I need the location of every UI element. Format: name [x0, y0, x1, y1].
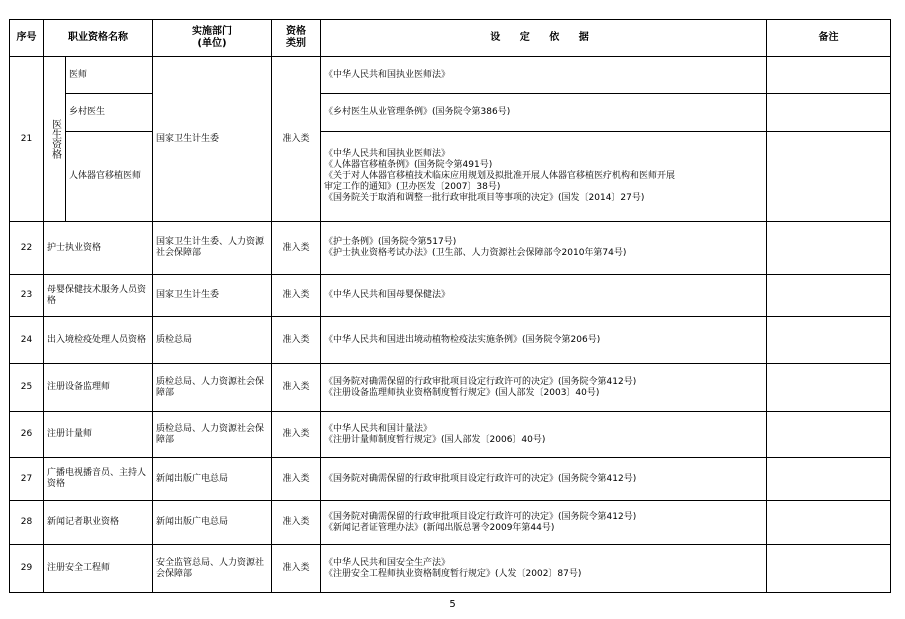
basis-line: 《中华人民共和国计量法》	[324, 423, 433, 434]
name-cell: 医师	[66, 57, 153, 94]
remark-cell	[767, 412, 891, 458]
table-row-24	[10, 317, 891, 364]
basis-cell	[321, 545, 767, 593]
seq-cell: 22	[10, 222, 44, 275]
name-cell: 出入境检疫处理人员资格	[44, 317, 153, 364]
basis-line: 《关于对人体器官移植技术临床应用规划及拟批准开展人体器官移植医疗机构和医师开展	[324, 171, 676, 181]
dept-cell: 质检总局、人力资源社会保障部	[153, 412, 272, 458]
table-row-26	[10, 412, 891, 458]
basis-cell	[321, 57, 767, 94]
basis-line: 《注册计量师制度暂行规定》(国人部发〔2006〕40号)	[324, 434, 546, 445]
header-basis-text: 设 定 依 据	[490, 32, 597, 43]
name-cell: 广播电视播音员、主持人资格	[44, 458, 153, 501]
header-dept	[153, 20, 272, 57]
remark-cell	[767, 132, 891, 222]
seq-cell: 24	[10, 317, 44, 364]
remark-cell	[767, 364, 891, 412]
table-row-21a	[10, 57, 891, 94]
table-row-27	[10, 458, 891, 501]
header-basis	[321, 20, 767, 57]
dept-cell: 质检总局、人力资源社会保障部	[153, 364, 272, 412]
seq-cell: 21	[10, 57, 44, 222]
header-dept-line2: (单位)	[197, 38, 227, 49]
table-row-22	[10, 222, 891, 275]
type-cell: 准入类	[272, 458, 321, 501]
dept-cell: 安全监管总局、人力资源社会保障部	[153, 545, 272, 593]
basis-line: 《中华人民共和国执业医师法》	[324, 69, 451, 80]
name-cell: 乡村医生	[66, 94, 153, 132]
basis-cell	[321, 275, 767, 317]
remark-cell	[767, 501, 891, 545]
basis-cell	[321, 412, 767, 458]
basis-line: 《护士条例》(国务院令第517号)	[324, 237, 457, 247]
dept-cell: 新闻出版广电总局	[153, 501, 272, 545]
type-cell: 准入类	[272, 364, 321, 412]
category-text: 医生资格	[49, 119, 61, 159]
name-cell: 注册计量师	[44, 412, 153, 458]
basis-cell	[321, 317, 767, 364]
dept-cell: 国家卫生计生委	[153, 57, 272, 222]
header-type	[272, 20, 321, 57]
type-cell: 准入类	[272, 501, 321, 545]
seq-cell: 28	[10, 501, 44, 545]
basis-line: 《中华人民共和国安全生产法》	[324, 557, 451, 568]
table-row-28	[10, 501, 891, 545]
seq-cell: 29	[10, 545, 44, 593]
basis-line: 《国务院对确需保留的行政审批项目设定行政许可的决定》(国务院令第412号)	[324, 473, 637, 484]
dept-cell: 国家卫生计生委	[153, 275, 272, 317]
basis-line: 《新闻记者证管理办法》(新闻出版总署令2009年第44号)	[324, 522, 555, 533]
basis-line: 《国务院对确需保留的行政审批项目设定行政许可的决定》(国务院令第412号)	[324, 511, 637, 522]
header-row	[10, 20, 891, 57]
dept-cell: 国家卫生计生委、人力资源社会保障部	[153, 222, 272, 275]
basis-line: 《护士执业资格考试办法》(卫生部、人力资源社会保障部令2010年第74号)	[324, 248, 627, 258]
basis-cell	[321, 132, 767, 222]
header-remark: 备注	[767, 20, 891, 57]
qualification-table	[9, 19, 891, 593]
basis-line: 审定工作的通知》(卫办医发〔2007〕38号)	[324, 182, 501, 192]
basis-line: 《中华人民共和国执业医师法》	[324, 149, 451, 159]
table-row-25	[10, 364, 891, 412]
dept-cell: 新闻出版广电总局	[153, 458, 272, 501]
type-cell: 准入类	[272, 317, 321, 364]
type-cell: 准入类	[272, 412, 321, 458]
remark-cell	[767, 222, 891, 275]
table-row-23	[10, 275, 891, 317]
remark-cell	[767, 317, 891, 364]
name-cell: 护士执业资格	[44, 222, 153, 275]
basis-cell	[321, 222, 767, 275]
header-type-line2: 类别	[286, 38, 306, 49]
type-cell: 准入类	[272, 57, 321, 222]
remark-cell	[767, 275, 891, 317]
basis-line: 《注册安全工程师执业资格制度暂行规定》(人发〔2002〕87号)	[324, 568, 582, 579]
basis-cell	[321, 94, 767, 132]
header-type-line1: 资格	[286, 26, 306, 37]
name-cell	[66, 132, 153, 222]
type-cell: 准入类	[272, 545, 321, 593]
remark-cell	[767, 545, 891, 593]
basis-line: 《中华人民共和国进出境动植物检疫法实施条例》(国务院令第206号)	[324, 334, 601, 345]
category-cell	[44, 57, 66, 222]
basis-line: 《人体器官移植条例》(国务院令第491号)	[324, 160, 493, 170]
basis-line: 《中华人民共和国母婴保健法》	[324, 290, 451, 300]
basis-line: 《注册设备监理师执业资格制度暂行规定》(国人部发〔2003〕40号)	[324, 387, 600, 398]
remark-cell	[767, 94, 891, 132]
type-cell: 准入类	[272, 275, 321, 317]
seq-cell: 27	[10, 458, 44, 501]
basis-line: 《国务院对确需保留的行政审批项目设定行政许可的决定》(国务院令第412号)	[324, 376, 637, 387]
name-text: 人体器官移植医师	[69, 171, 142, 181]
page-number: 5	[449, 599, 456, 610]
table-row-29	[10, 545, 891, 593]
header-seq: 序号	[10, 20, 44, 57]
seq-cell: 25	[10, 364, 44, 412]
name-cell: 注册设备监理师	[44, 364, 153, 412]
basis-cell	[321, 364, 767, 412]
name-cell: 母婴保健技术服务人员资格	[44, 275, 153, 317]
dept-cell: 质检总局	[153, 317, 272, 364]
seq-cell: 23	[10, 275, 44, 317]
type-cell: 准入类	[272, 222, 321, 275]
name-cell: 注册安全工程师	[44, 545, 153, 593]
basis-line: 《乡村医生从业管理条例》(国务院令第386号)	[324, 107, 511, 117]
remark-cell	[767, 458, 891, 501]
table-row-21c	[10, 132, 891, 222]
basis-cell	[321, 501, 767, 545]
header-dept-line1: 实施部门	[192, 26, 232, 37]
basis-line: 《国务院关于取消和调整一批行政审批项目等事项的决定》(国发〔2014〕27号)	[324, 193, 645, 203]
header-name: 职业资格名称	[44, 20, 153, 57]
basis-cell	[321, 458, 767, 501]
remark-cell	[767, 57, 891, 94]
name-cell: 新闻记者职业资格	[44, 501, 153, 545]
seq-cell: 26	[10, 412, 44, 458]
table-row-21b	[10, 94, 891, 132]
